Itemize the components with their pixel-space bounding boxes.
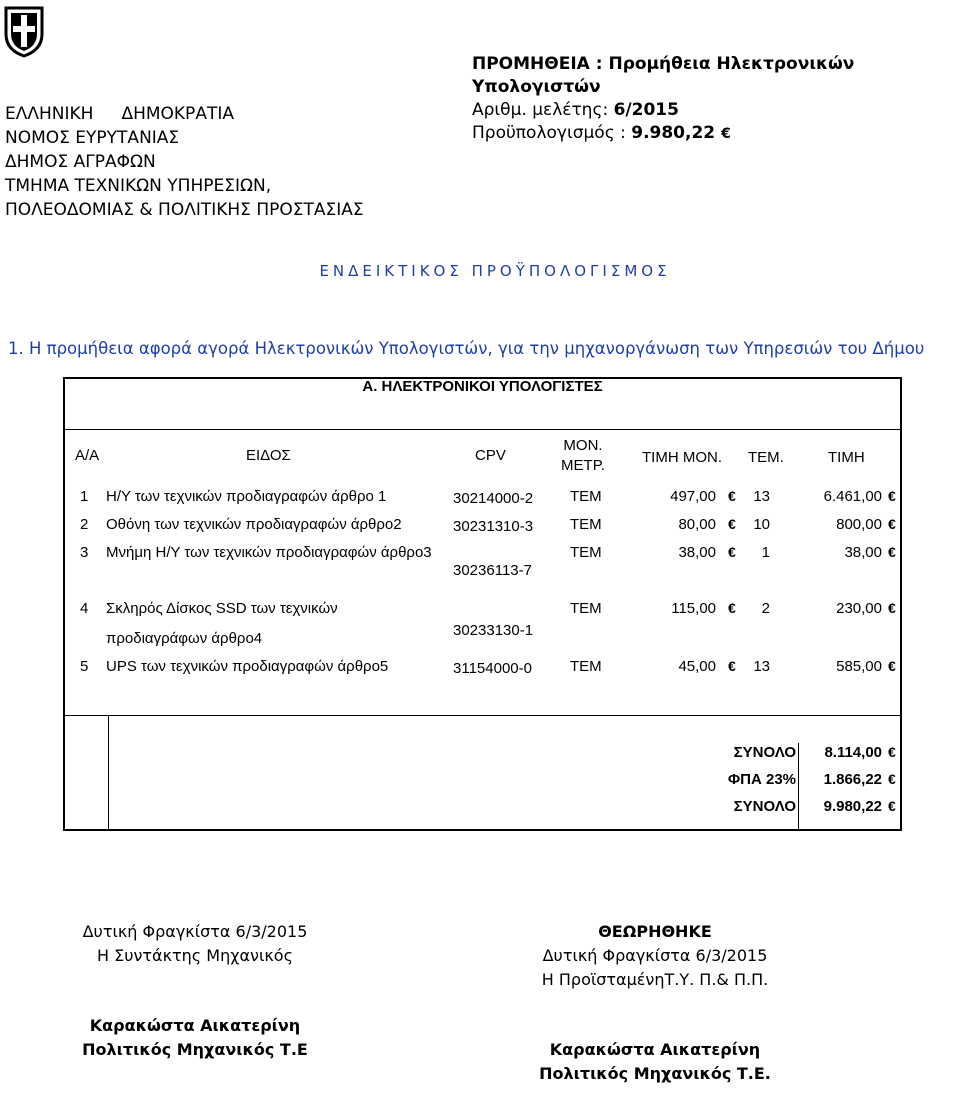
sign-right-heading: ΘΕΩΡΗΘΗΚΕ: [598, 922, 712, 941]
row-aa: 5: [80, 658, 89, 675]
row-qty: 2: [761, 600, 770, 617]
total-value: 9.980,22: [823, 798, 882, 815]
row-unit: ΤΕΜ: [570, 516, 602, 533]
total-label: ΣΥΝΟΛΟ: [733, 744, 796, 761]
row-unit: ΤΕΜ: [570, 488, 602, 505]
sign-left-place: Δυτική Φραγκίστα 6/3/2015: [82, 922, 308, 941]
euro-sign: €: [888, 771, 896, 787]
study-number: Αριθμ. μελέτης: 6/2015: [472, 100, 679, 120]
row-cpv: 31154000-0: [453, 660, 532, 677]
euro-sign: €: [888, 658, 896, 674]
row-item: UPS των τεχνικών προδιαγραφών άρθρο5: [106, 658, 389, 675]
row-qty: 10: [753, 516, 770, 533]
row-total: 230,00: [836, 600, 882, 617]
document-title: ΕΝΔΕΙΚΤΙΚΟΣ ΠΡΟΫΠΟΛΟΓΙΣΜΟΣ: [319, 262, 671, 280]
project-info: [472, 53, 952, 146]
signature-left: [40, 920, 350, 1062]
header-line-2: ΝΟΜΟΣ ΕΥΡΥΤΑΝΙΑΣ: [5, 128, 180, 148]
euro-sign: €: [888, 798, 896, 814]
col-qty: ΤΕΜ.: [748, 449, 784, 466]
euro-sign: €: [728, 544, 736, 560]
intro-paragraph: 1. Η προμήθεια αφορά αγορά Ηλεκτρονικών Υπολογιστών, για την μηχανοργάνωση των Υπηρεσιών του Δήμου: [8, 339, 925, 358]
euro-sign: €: [888, 544, 896, 560]
row-cpv: 30214000-2: [453, 490, 534, 507]
row-qty: 13: [753, 658, 770, 675]
row-total: 38,00: [844, 544, 882, 561]
row-item: Η/Υ των τεχνικών προδιαγραφών άρθρο 1: [106, 488, 387, 505]
row-unit: ΤΕΜ: [570, 544, 602, 561]
budget: Προϋπολογισμός : 9.980,22 €: [472, 123, 731, 143]
row-item: Οθόνη των τεχνικών προδιαγραφών άρθρο2: [106, 516, 402, 533]
col-unit: ΜΟΝ. ΜΕΤΡ.: [561, 437, 605, 474]
header-line-4: ΤΜΗΜΑ ΤΕΧΝΙΚΩΝ ΥΠΗΡΕΣΙΩΝ,: [5, 176, 272, 196]
header-line-1: ΕΛΛΗΝΙΚΗ ΔΗΜΟΚΡΑΤΙΑ: [5, 104, 234, 124]
sign-right-place: Δυτική Φραγκίστα 6/3/2015: [542, 946, 768, 965]
row-aa: 1: [80, 488, 89, 505]
project-title-line-1: ΠΡΟΜΗΘΕΙΑ : Προμήθεια Ηλεκτρονικών: [472, 54, 855, 74]
row-price: 497,00: [670, 488, 716, 505]
row-item: Σκληρός Δίσκος SSD των τεχνικών: [106, 600, 338, 617]
euro-sign: €: [888, 600, 896, 616]
sign-left-name: Καρακώστα Αικατερίνη: [89, 1016, 301, 1035]
row-cpv: 30233130-1: [453, 622, 534, 639]
row-cpv: 30231310-3: [453, 518, 534, 535]
sign-right-name: Καρακώστα Αικατερίνη: [549, 1040, 761, 1059]
signature-right: [500, 920, 810, 1086]
col-aa: Α/Α: [75, 447, 100, 464]
row-item: Μνήμη Η/Υ των τεχνικών προδιαγραφών άρθρο3: [106, 544, 432, 561]
euro-sign: €: [888, 744, 896, 760]
row-aa: 4: [80, 600, 89, 617]
row-item-cont: προδιαγράφων άρθρο4: [106, 630, 263, 647]
euro-sign: €: [728, 488, 736, 504]
total-value: 1.866,22: [823, 771, 882, 788]
row-unit: ΤΕΜ: [570, 600, 602, 617]
row-total: 585,00: [836, 658, 882, 675]
sign-left-title: Πολιτικός Μηχανικός Τ.Ε: [82, 1040, 308, 1059]
col-price: ΤΙΜΗ ΜΟΝ.: [642, 449, 722, 466]
section-heading: Α. ΗΛΕΚΤΡΟΝΙΚΟΙ ΥΠΟΛΟΓΙΣΤΕΣ: [362, 378, 603, 395]
euro-sign: €: [728, 658, 736, 674]
header-line-5: ΠΟΛΕΟΔΟΜΙΑΣ & ΠΟΛΙΤΙΚΗΣ ΠΡΟΣΤΑΣΙΑΣ: [5, 200, 364, 220]
euro-sign: €: [888, 488, 896, 504]
col-item: ΕΙΔΟΣ: [246, 447, 291, 464]
total-label: ΦΠΑ 23%: [727, 771, 796, 788]
row-qty: 1: [761, 544, 770, 561]
row-cpv: 30236113-7: [453, 562, 532, 579]
authority-header: [5, 102, 425, 222]
row-aa: 2: [80, 516, 89, 533]
header-line-3: ΔΗΜΟΣ ΑΓΡΑΦΩΝ: [5, 152, 156, 172]
col-total: ΤΙΜΗ: [828, 449, 865, 466]
euro-sign: €: [888, 516, 896, 532]
sign-right-title: Πολιτικός Μηχανικός Τ.Ε.: [539, 1064, 771, 1083]
row-total: 6.461,00: [823, 488, 882, 505]
euro-sign: €: [728, 516, 736, 532]
sign-left-role: Η Συντάκτης Μηχανικός: [97, 946, 293, 965]
euro-sign: €: [728, 600, 736, 616]
project-title-line-2: Υπολογιστών: [472, 77, 601, 97]
coat-of-arms-emblem: [2, 4, 46, 58]
row-unit: ΤΕΜ: [570, 658, 602, 675]
total-label: ΣΥΝΟΛΟ: [733, 798, 796, 815]
row-price: 80,00: [678, 516, 716, 533]
row-price: 115,00: [671, 600, 716, 617]
row-price: 38,00: [678, 544, 716, 561]
row-qty: 13: [753, 488, 770, 505]
total-value: 8.114,00: [824, 744, 882, 761]
col-cpv: CPV: [475, 447, 506, 464]
row-price: 45,00: [678, 658, 716, 675]
sign-right-role: Η ΠροϊσταμένηΤ.Υ. Π.& Π.Π.: [541, 970, 769, 989]
row-aa: 3: [80, 544, 89, 561]
row-total: 800,00: [836, 516, 882, 533]
